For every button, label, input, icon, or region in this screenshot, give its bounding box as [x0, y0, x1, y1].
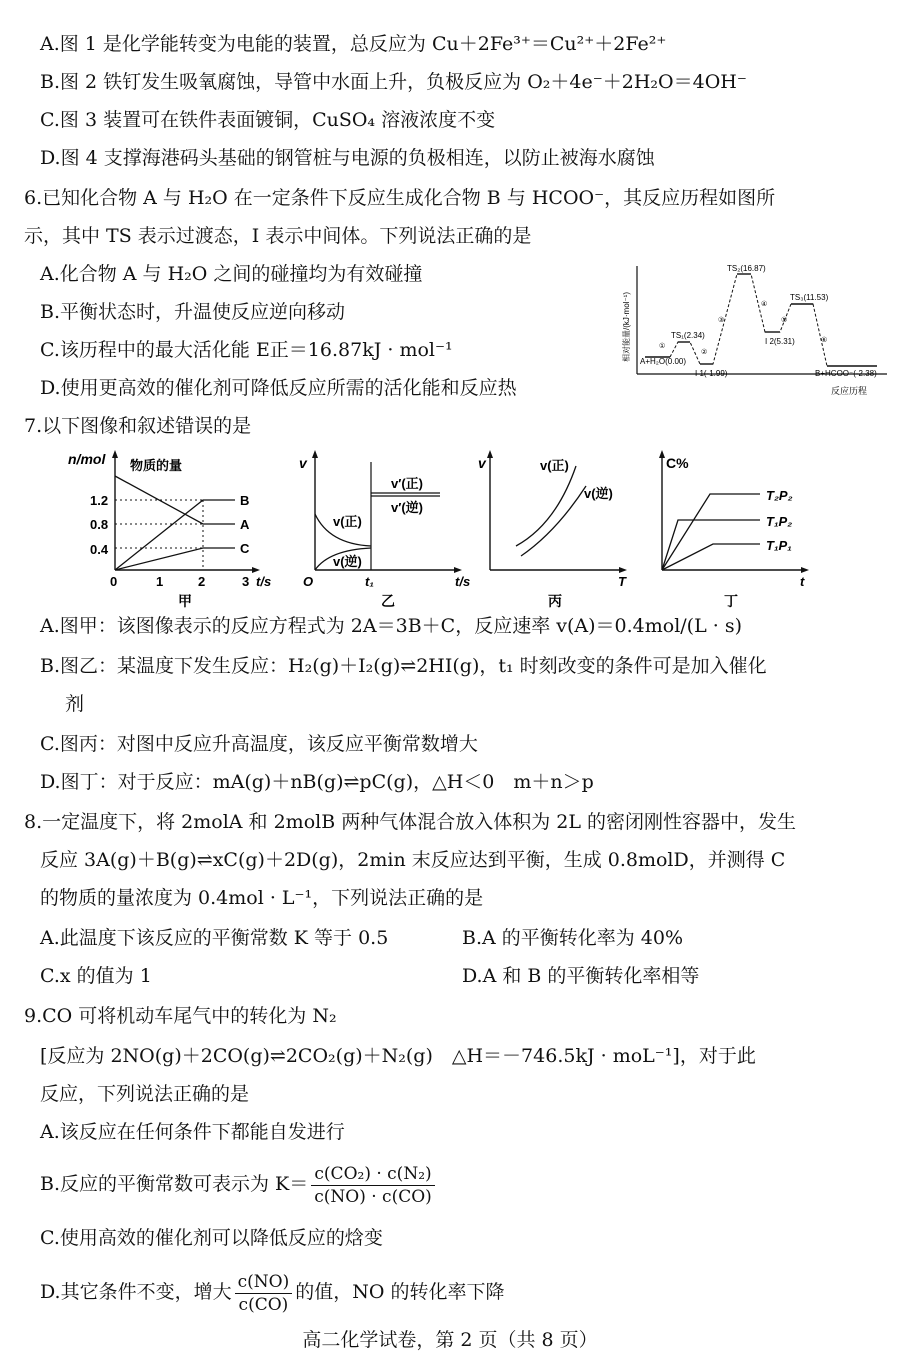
jia-xunit: t/s [256, 574, 272, 589]
q6-stem-line1: 6.已知化合物 A 与 H₂O 在一定条件下反应生成化合物 B 与 HCOO⁻，其反应历程如图所 [24, 187, 776, 209]
ding-ylabel: C% [666, 455, 689, 471]
q9-stem-line2: [反应为 2NO(g)＋2CO(g)⇌2CO₂(g)＋N₂(g) △H＝－746.5kJ · moL⁻¹]，对于此 [40, 1045, 756, 1067]
ding-curve-t1p1: T₁P₁ [766, 538, 792, 553]
jia-series-b: B [240, 493, 250, 508]
figure-jia [60, 448, 285, 608]
q9-stem-line1: 9.CO 可将机动车尾气中的转化为 N₂ [24, 1005, 337, 1027]
q6-option-c: C.该历程中的最大活化能 E正＝16.87kJ · mol⁻¹ [40, 339, 453, 361]
q5-option-b: B.图 2 铁钉发生吸氧腐蚀，导管中水面上升，负极反应为 O₂＋4e⁻＋2H₂O＝4OH⁻ [40, 71, 747, 93]
k-numerator: c(CO₂) · c(N₂) [311, 1164, 435, 1186]
q7-option-a: A.图甲：该图像表示的反应方程式为 2A＝3B＋C，反应速率 v(A)＝0.4mol/(L · s) [40, 615, 742, 637]
page-footer: 高二化学试卷，第 2 页（共 8 页） [302, 1329, 598, 1351]
reaction-energy-diagram [615, 262, 890, 402]
energy-axis-label: 相对能量/(kJ·mol⁻¹) [622, 292, 631, 362]
jia-ytick-2: 0.8 [90, 517, 109, 532]
step-5: ⑤ [781, 317, 788, 324]
label-i2: I 2(5.31) [765, 337, 795, 346]
bing-vrev: v(逆) [584, 486, 613, 501]
label-ts1: TS₁(2.34) [671, 331, 705, 340]
bing-xunit: T [618, 574, 626, 589]
q7-option-b-line2: 剂 [65, 693, 85, 715]
yi-ylabel: v [299, 455, 307, 471]
yi-origin: O [303, 574, 314, 589]
q5-option-a: A.图 1 是化学能转变为电能的装置，总反应为 Cu＋2Fe³⁺＝Cu²⁺＋2Fe²⁺ [40, 33, 667, 55]
label-products: B+HCOO⁻(-2.38) [815, 369, 877, 378]
q9-option-d-prefix: D.其它条件不变，增大 [40, 1281, 232, 1303]
step-1: ① [659, 343, 666, 350]
ratio-denominator: c(CO) [238, 1294, 289, 1315]
ding-xunit: t [800, 574, 805, 589]
jia-ytick-1: 1.2 [90, 493, 109, 508]
ratio-fraction [235, 1272, 293, 1315]
bing-caption: 丙 [548, 593, 562, 608]
q7-option-d: D.图丁：对于反应：mA(g)＋nB(g)⇌pC(g)，△H＜0 m＋n＞p [40, 771, 594, 793]
step-3: ③ [718, 317, 725, 324]
q6-stem-line2: 示，其中 TS 表示过渡态，I 表示中间体。下列说法正确的是 [24, 225, 532, 247]
figure-bing [476, 448, 636, 608]
q6-option-a: A.化合物 A 与 H₂O 之间的碰撞均为有效碰撞 [40, 263, 423, 285]
ding-curve-t2p2: T₂P₂ [766, 488, 793, 503]
q8-stem-line3: 的物质的量浓度为 0.4mol · L⁻¹，下列说法正确的是 [40, 887, 484, 909]
step-6: ⑥ [821, 337, 828, 344]
jia-xtick-3: 3 [242, 574, 250, 589]
yi-vfwd: v(正) [333, 514, 362, 529]
jia-title: 物质的量 [130, 458, 183, 473]
figure-ding [648, 448, 818, 608]
q5-option-d: D.图 4 支撑海港码头基础的钢管桩与电源的负极相连，以防止被海水腐蚀 [40, 147, 655, 169]
q9-option-b-prefix: B.反应的平衡常数可表示为 K＝ [40, 1173, 309, 1195]
jia-xtick-0: 0 [110, 574, 118, 589]
yi-vfwd2: v′(正) [391, 476, 424, 491]
jia-xtick-2: 2 [198, 574, 206, 589]
jia-ylabel: n/mol [68, 451, 106, 467]
yi-t1: t₁ [365, 574, 374, 589]
bing-ylabel: v [478, 455, 486, 471]
jia-caption: 甲 [178, 593, 192, 608]
jia-series-a: A [240, 517, 250, 532]
label-ts2: TS₂(16.87) [727, 264, 766, 273]
q9-option-b [40, 1160, 438, 1208]
q9-option-a: A.该反应在任何条件下都能自发进行 [40, 1121, 345, 1143]
bing-vfwd: v(正) [540, 458, 569, 473]
q6-option-b: B.平衡状态时，升温使反应逆向移动 [40, 301, 346, 323]
jia-series-c: C [240, 541, 250, 556]
ratio-numerator: c(NO) [235, 1272, 293, 1294]
label-reactants: A+H₂O(0.00) [640, 357, 687, 366]
figure-yi [295, 448, 480, 608]
q8-stem-line1: 8.一定温度下，将 2molA 和 2molB 两种气体混合放入体积为 2L 的密闭刚性容器中，发生 [24, 811, 796, 833]
step-4: ④ [761, 301, 768, 308]
ding-curve-t1p2: T₁P₂ [766, 514, 793, 529]
q7-option-c: C.图丙：对图中反应升高温度，该反应平衡常数增大 [40, 733, 478, 755]
q8-option-b: B.A 的平衡转化率为 40% [462, 927, 684, 949]
q8-option-d: D.A 和 B 的平衡转化率相等 [462, 965, 700, 987]
progress-axis-label: 反应历程 [831, 386, 868, 396]
yi-caption: 乙 [381, 593, 395, 608]
q7-stem: 7.以下图像和叙述错误的是 [24, 415, 252, 437]
jia-ytick-3: 0.4 [90, 542, 109, 557]
q5-option-c: C.图 3 装置可在铁件表面镀铜，CuSO₄ 溶液浓度不变 [40, 109, 496, 131]
yi-xunit: t/s [455, 574, 471, 589]
jia-xtick-1: 1 [156, 574, 164, 589]
q9-option-c: C.使用高效的催化剂可以降低反应的焓变 [40, 1227, 383, 1249]
q7-option-b-line1: B.图乙：某温度下发生反应：H₂(g)＋I₂(g)⇌2HI(g)，t₁ 时刻改变的条件可是加入催化 [40, 655, 767, 677]
q8-option-c: C.x 的值为 1 [40, 965, 152, 987]
q9-stem-line3: 反应，下列说法正确的是 [40, 1083, 250, 1105]
k-denominator: c(NO) · c(CO) [314, 1186, 432, 1207]
q8-stem-line2: 反应 3A(g)＋B(g)⇌xC(g)＋2D(g)，2min 末反应达到平衡，生成 0.8molD，并测得 C [40, 849, 786, 871]
yi-vrev: v(逆) [333, 554, 362, 569]
q9-option-d-suffix: 的值，NO 的转化率下降 [295, 1281, 505, 1303]
step-2: ② [701, 349, 708, 356]
label-ts3: TS₃(11.53) [790, 293, 829, 302]
q9-option-d [40, 1268, 504, 1316]
q8-option-a: A.此温度下该反应的平衡常数 K 等于 0.5 [40, 927, 389, 949]
equilibrium-constant-fraction [311, 1164, 435, 1207]
yi-vrev2: v′(逆) [391, 500, 424, 515]
ding-caption: 丁 [724, 593, 738, 608]
label-i1: I 1(-1.99) [695, 369, 728, 378]
q6-option-d: D.使用更高效的催化剂可降低反应所需的活化能和反应热 [40, 377, 517, 399]
